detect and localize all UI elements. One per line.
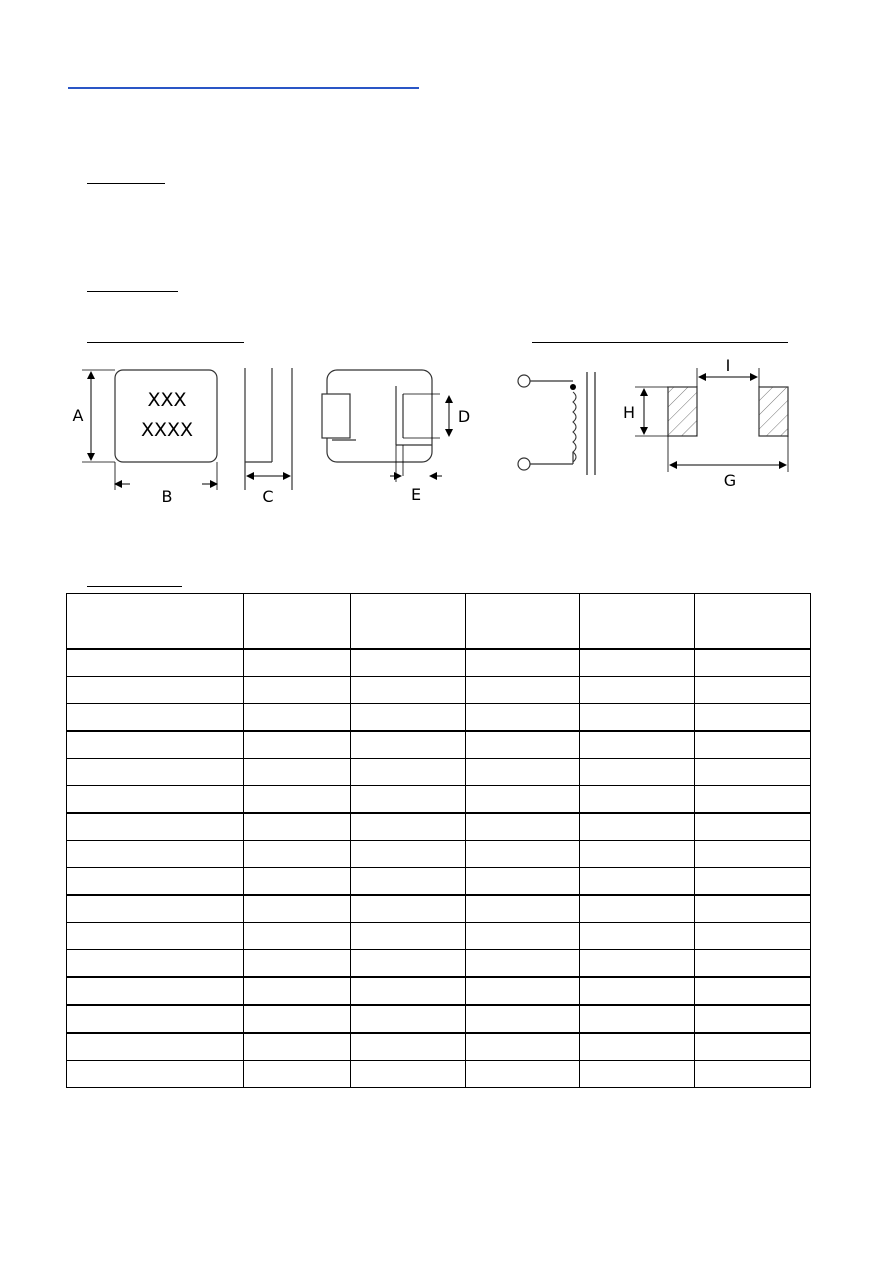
table-cell (244, 950, 351, 978)
table-cell (695, 813, 811, 841)
table-cell (695, 677, 811, 704)
table-row (67, 1005, 811, 1033)
side-view (245, 368, 292, 506)
table-cell (466, 813, 580, 841)
table-cell (466, 704, 580, 732)
table-cell (580, 813, 695, 841)
table-cell (67, 977, 244, 1005)
table-cell (351, 813, 466, 841)
table-row (67, 677, 811, 704)
table-cell (466, 977, 580, 1005)
table-cell (244, 923, 351, 950)
table-cell (695, 1033, 811, 1061)
table-cell (67, 1033, 244, 1061)
table-cell (351, 704, 466, 732)
table-cell (67, 1005, 244, 1033)
section-heading-underline-1 (87, 183, 165, 184)
table-cell (244, 677, 351, 704)
table-cell (244, 1061, 351, 1088)
table-cell (244, 813, 351, 841)
table-cell (695, 704, 811, 732)
table-cell (67, 677, 244, 704)
section-heading-underline-3 (87, 586, 182, 587)
table-cell (244, 841, 351, 868)
table-cell (466, 786, 580, 814)
table-cell (244, 868, 351, 896)
table-cell (466, 1061, 580, 1088)
table-cell (351, 1061, 466, 1088)
table-cell (695, 841, 811, 868)
table-cell (580, 950, 695, 978)
table-cell (67, 923, 244, 950)
table-cell (351, 923, 466, 950)
dim-label-e: E (410, 485, 422, 504)
table-cell (695, 868, 811, 896)
section-heading-underline-2 (87, 291, 178, 292)
table-cell (466, 841, 580, 868)
table-header-cell (580, 594, 695, 650)
table-cell (580, 1033, 695, 1061)
table-cell (695, 649, 811, 677)
marking-line-1: XXX (147, 389, 187, 411)
table-cell (244, 895, 351, 923)
table-header-cell (695, 594, 811, 650)
table-cell (580, 923, 695, 950)
table-cell (466, 649, 580, 677)
schematic-subheading-underline (532, 342, 788, 343)
table-cell (580, 841, 695, 868)
table-row (67, 868, 811, 896)
table-cell (580, 895, 695, 923)
table-cell (244, 977, 351, 1005)
table-cell (244, 704, 351, 732)
dim-label-c: C (262, 487, 274, 506)
table-row (67, 813, 811, 841)
table-cell (580, 759, 695, 786)
table-cell (351, 977, 466, 1005)
table-row (67, 759, 811, 786)
table-cell (695, 895, 811, 923)
table-cell (351, 759, 466, 786)
table-cell (695, 950, 811, 978)
table-cell (466, 868, 580, 896)
table-cell (695, 731, 811, 759)
bottom-view (322, 370, 470, 504)
table-row (67, 704, 811, 732)
marking-line-2: XXXX (140, 419, 194, 441)
table-cell (695, 1061, 811, 1088)
table-header-cell (466, 594, 580, 650)
table-cell (351, 786, 466, 814)
table-cell (351, 868, 466, 896)
table-cell (466, 1033, 580, 1061)
table-row (67, 786, 811, 814)
dim-label-b: B (161, 487, 173, 506)
table-row (67, 895, 811, 923)
table-row (67, 1061, 811, 1088)
dim-label-a: A (72, 406, 84, 425)
table-cell (580, 977, 695, 1005)
table-cell (351, 1005, 466, 1033)
table-cell (244, 786, 351, 814)
table-cell (351, 677, 466, 704)
table-cell (580, 649, 695, 677)
table-cell (244, 1033, 351, 1061)
specification-table (66, 593, 811, 1088)
dimensions-subheading-underline (87, 342, 244, 343)
table-cell (466, 923, 580, 950)
table-cell (244, 759, 351, 786)
table-row (67, 649, 811, 677)
table-header-cell (351, 594, 466, 650)
table-cell (67, 649, 244, 677)
table-cell (67, 895, 244, 923)
table-cell (67, 950, 244, 978)
table-cell (67, 813, 244, 841)
table-cell (351, 895, 466, 923)
table-cell (466, 759, 580, 786)
table-cell (67, 731, 244, 759)
table-cell (580, 677, 695, 704)
table-cell (67, 704, 244, 732)
table-cell (580, 731, 695, 759)
table-cell (67, 786, 244, 814)
table-row (67, 950, 811, 978)
table-cell (67, 759, 244, 786)
table-header-cell (244, 594, 351, 650)
table-row (67, 977, 811, 1005)
table-header-cell (67, 594, 244, 650)
table-cell (695, 786, 811, 814)
table-cell (695, 759, 811, 786)
table-cell (580, 868, 695, 896)
table-cell (67, 841, 244, 868)
table-cell (351, 1033, 466, 1061)
table-cell (580, 1061, 695, 1088)
dimension-drawing (60, 350, 840, 510)
table-cell (351, 731, 466, 759)
top-view (73, 370, 217, 506)
table-cell (244, 1005, 351, 1033)
table-cell (466, 1005, 580, 1033)
table-cell (580, 786, 695, 814)
schematic-symbol (518, 372, 595, 475)
table-cell (580, 1005, 695, 1033)
table-cell (351, 950, 466, 978)
table-cell (466, 731, 580, 759)
dim-label-h: H (622, 403, 636, 422)
table-cell (244, 731, 351, 759)
table-cell (466, 895, 580, 923)
table-cell (67, 1061, 244, 1088)
dim-label-i: I (725, 356, 731, 375)
table-cell (67, 868, 244, 896)
table-cell (580, 704, 695, 732)
dim-label-d: D (457, 407, 471, 426)
table-row (67, 841, 811, 868)
table-cell (244, 649, 351, 677)
table-header-row (67, 594, 811, 650)
table-cell (695, 977, 811, 1005)
land-pattern (623, 356, 788, 490)
table-cell (466, 677, 580, 704)
table-cell (351, 649, 466, 677)
table-cell (351, 841, 466, 868)
dim-label-g: G (723, 471, 737, 490)
table-cell (695, 923, 811, 950)
table-row (67, 731, 811, 759)
document-link-underline[interactable] (68, 87, 419, 89)
table-cell (695, 1005, 811, 1033)
table-cell (466, 950, 580, 978)
table-row (67, 923, 811, 950)
table-row (67, 1033, 811, 1061)
polarity-dot-icon (570, 384, 576, 390)
